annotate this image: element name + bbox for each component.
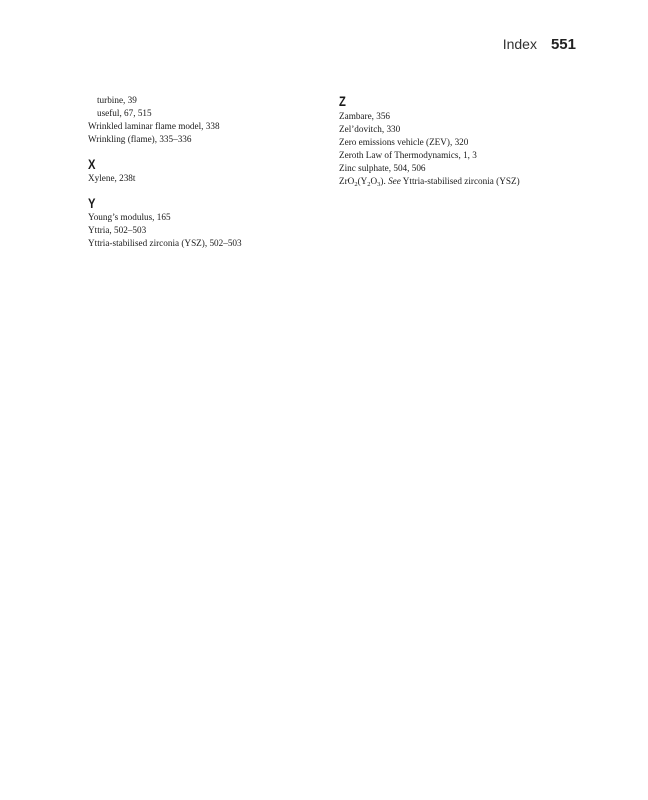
page-number: 551 xyxy=(550,36,576,53)
formula-part: O xyxy=(370,176,378,186)
index-entry: Zeroth Law of Thermodynamics, 1, 3 xyxy=(339,150,477,160)
index-subentry: useful, 67, 515 xyxy=(97,108,152,118)
section-letter-z: Z xyxy=(339,93,346,109)
index-column-left xyxy=(88,94,318,250)
formula-part: ZrO xyxy=(339,176,355,186)
index-entry-zro2 xyxy=(339,175,579,188)
index-entry: Young’s modulus, 165 xyxy=(88,212,171,222)
index-entry: Zel’dovitch, 330 xyxy=(339,124,401,134)
index-column-right xyxy=(339,93,579,188)
index-entry: Zero emissions vehicle (ZEV), 320 xyxy=(339,137,469,147)
index-entry: Zinc sulphate, 504, 506 xyxy=(339,163,426,173)
formula-subscript: 2 xyxy=(354,181,358,188)
section-letter-x: X xyxy=(88,156,96,172)
running-head: Index xyxy=(502,36,537,52)
index-entry: Wrinkled laminar flame model, 338 xyxy=(88,121,220,131)
see-target: Yttria-stabilised zirconia (YSZ) xyxy=(402,176,520,186)
index-entry: Yttria, 502–503 xyxy=(88,225,147,235)
index-entry: Xylene, 238t xyxy=(88,173,136,183)
formula-part: ). xyxy=(380,176,386,186)
index-entry: Yttria-stabilised zirconia (YSZ), 502–503 xyxy=(88,238,242,248)
index-entry: Wrinkling (flame), 335–336 xyxy=(88,134,192,144)
formula-subscript: 3 xyxy=(377,181,381,188)
index-entry: Zambare, 356 xyxy=(339,111,391,121)
see-reference: See xyxy=(388,176,401,186)
page-header xyxy=(503,36,576,53)
formula-subscript: 2 xyxy=(367,181,371,188)
index-subentry: turbine, 39 xyxy=(97,95,137,105)
section-letter-y: Y xyxy=(88,195,96,211)
formula-part: (Y xyxy=(357,176,368,186)
